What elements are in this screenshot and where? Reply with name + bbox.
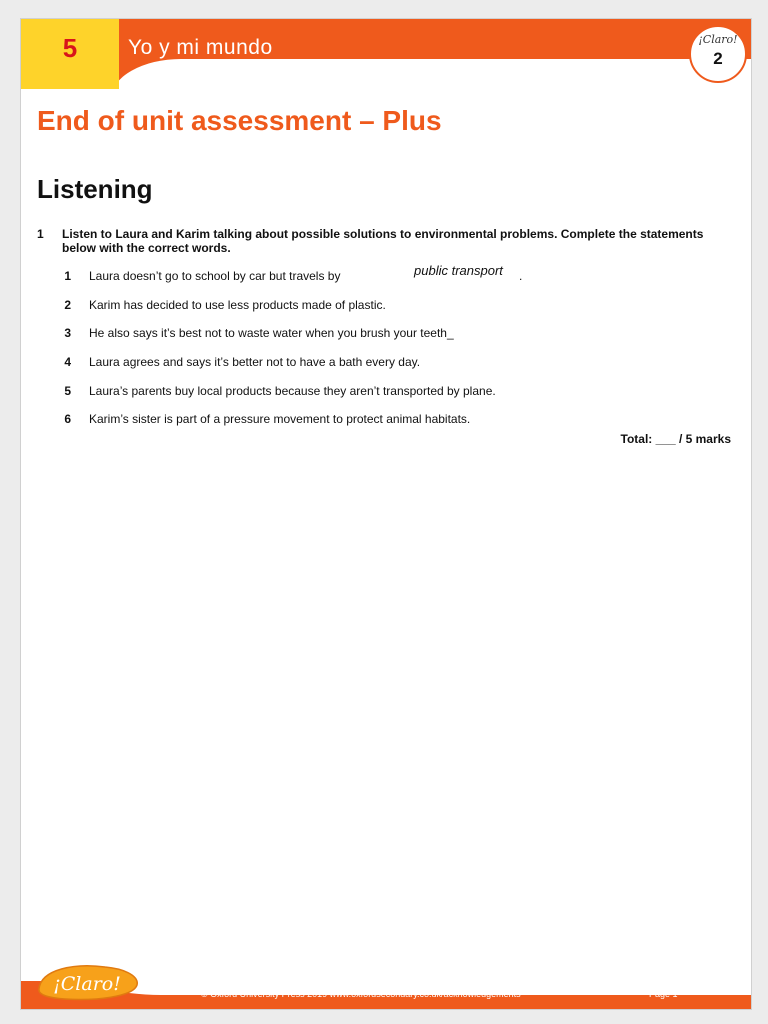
unit-title: Yo y mi mundo bbox=[128, 36, 273, 59]
badge-level: 2 bbox=[713, 49, 723, 68]
question-instruction: Listen to Laura and Karim talking about possible solutions to environmental problems. Complete the statements below with the correct words. bbox=[62, 227, 704, 255]
footer-copyright: © Oxford University Press 2019 www.oxfordsecondary.co.uk/acknowledgements bbox=[201, 989, 521, 999]
item-number: 1 bbox=[64, 269, 71, 283]
item-number: 5 bbox=[64, 384, 71, 398]
unit-number-box bbox=[21, 19, 119, 89]
worksheet-page bbox=[20, 18, 752, 1010]
badge-logo: ¡Claro! bbox=[698, 33, 738, 46]
total-marks: Total: ___ / 5 marks bbox=[620, 432, 731, 446]
list-item bbox=[59, 355, 719, 371]
header-curve bbox=[111, 59, 752, 109]
item-number: 4 bbox=[64, 355, 71, 369]
page-number: Page 1 bbox=[649, 989, 678, 999]
unit-number: 5 bbox=[62, 33, 78, 63]
list-item bbox=[59, 412, 719, 428]
list-item bbox=[59, 384, 719, 400]
item-end: . bbox=[519, 269, 523, 283]
item-text: Laura’s parents buy local products because they aren’t transported by plane. bbox=[89, 384, 496, 398]
footer-logo-text: ¡Claro! bbox=[53, 973, 121, 995]
list-item bbox=[59, 263, 719, 285]
claro-logo-icon bbox=[35, 959, 143, 1003]
item-text: He also says it’s best not to waste water when you brush your teeth_ bbox=[89, 326, 454, 340]
list-item bbox=[59, 326, 719, 342]
item-number: 3 bbox=[64, 326, 71, 340]
answer-field[interactable]: public transport bbox=[414, 263, 503, 278]
item-number: 2 bbox=[64, 298, 71, 312]
item-text: Karim has decided to use less products made of plastic. bbox=[89, 298, 386, 312]
section-heading: Listening bbox=[37, 174, 153, 204]
list-item bbox=[59, 298, 719, 314]
item-text: Laura doesn’t go to school by car but travels by bbox=[89, 269, 341, 283]
level-badge bbox=[689, 25, 747, 83]
item-number: 6 bbox=[64, 412, 71, 426]
page-title: End of unit assessment – Plus bbox=[37, 105, 442, 136]
question-number: 1 bbox=[37, 227, 44, 241]
item-text: Karim’s sister is part of a pressure movement to protect animal habitats. bbox=[89, 412, 471, 426]
item-text: Laura agrees and says it’s better not to have a bath every day. bbox=[89, 355, 421, 369]
